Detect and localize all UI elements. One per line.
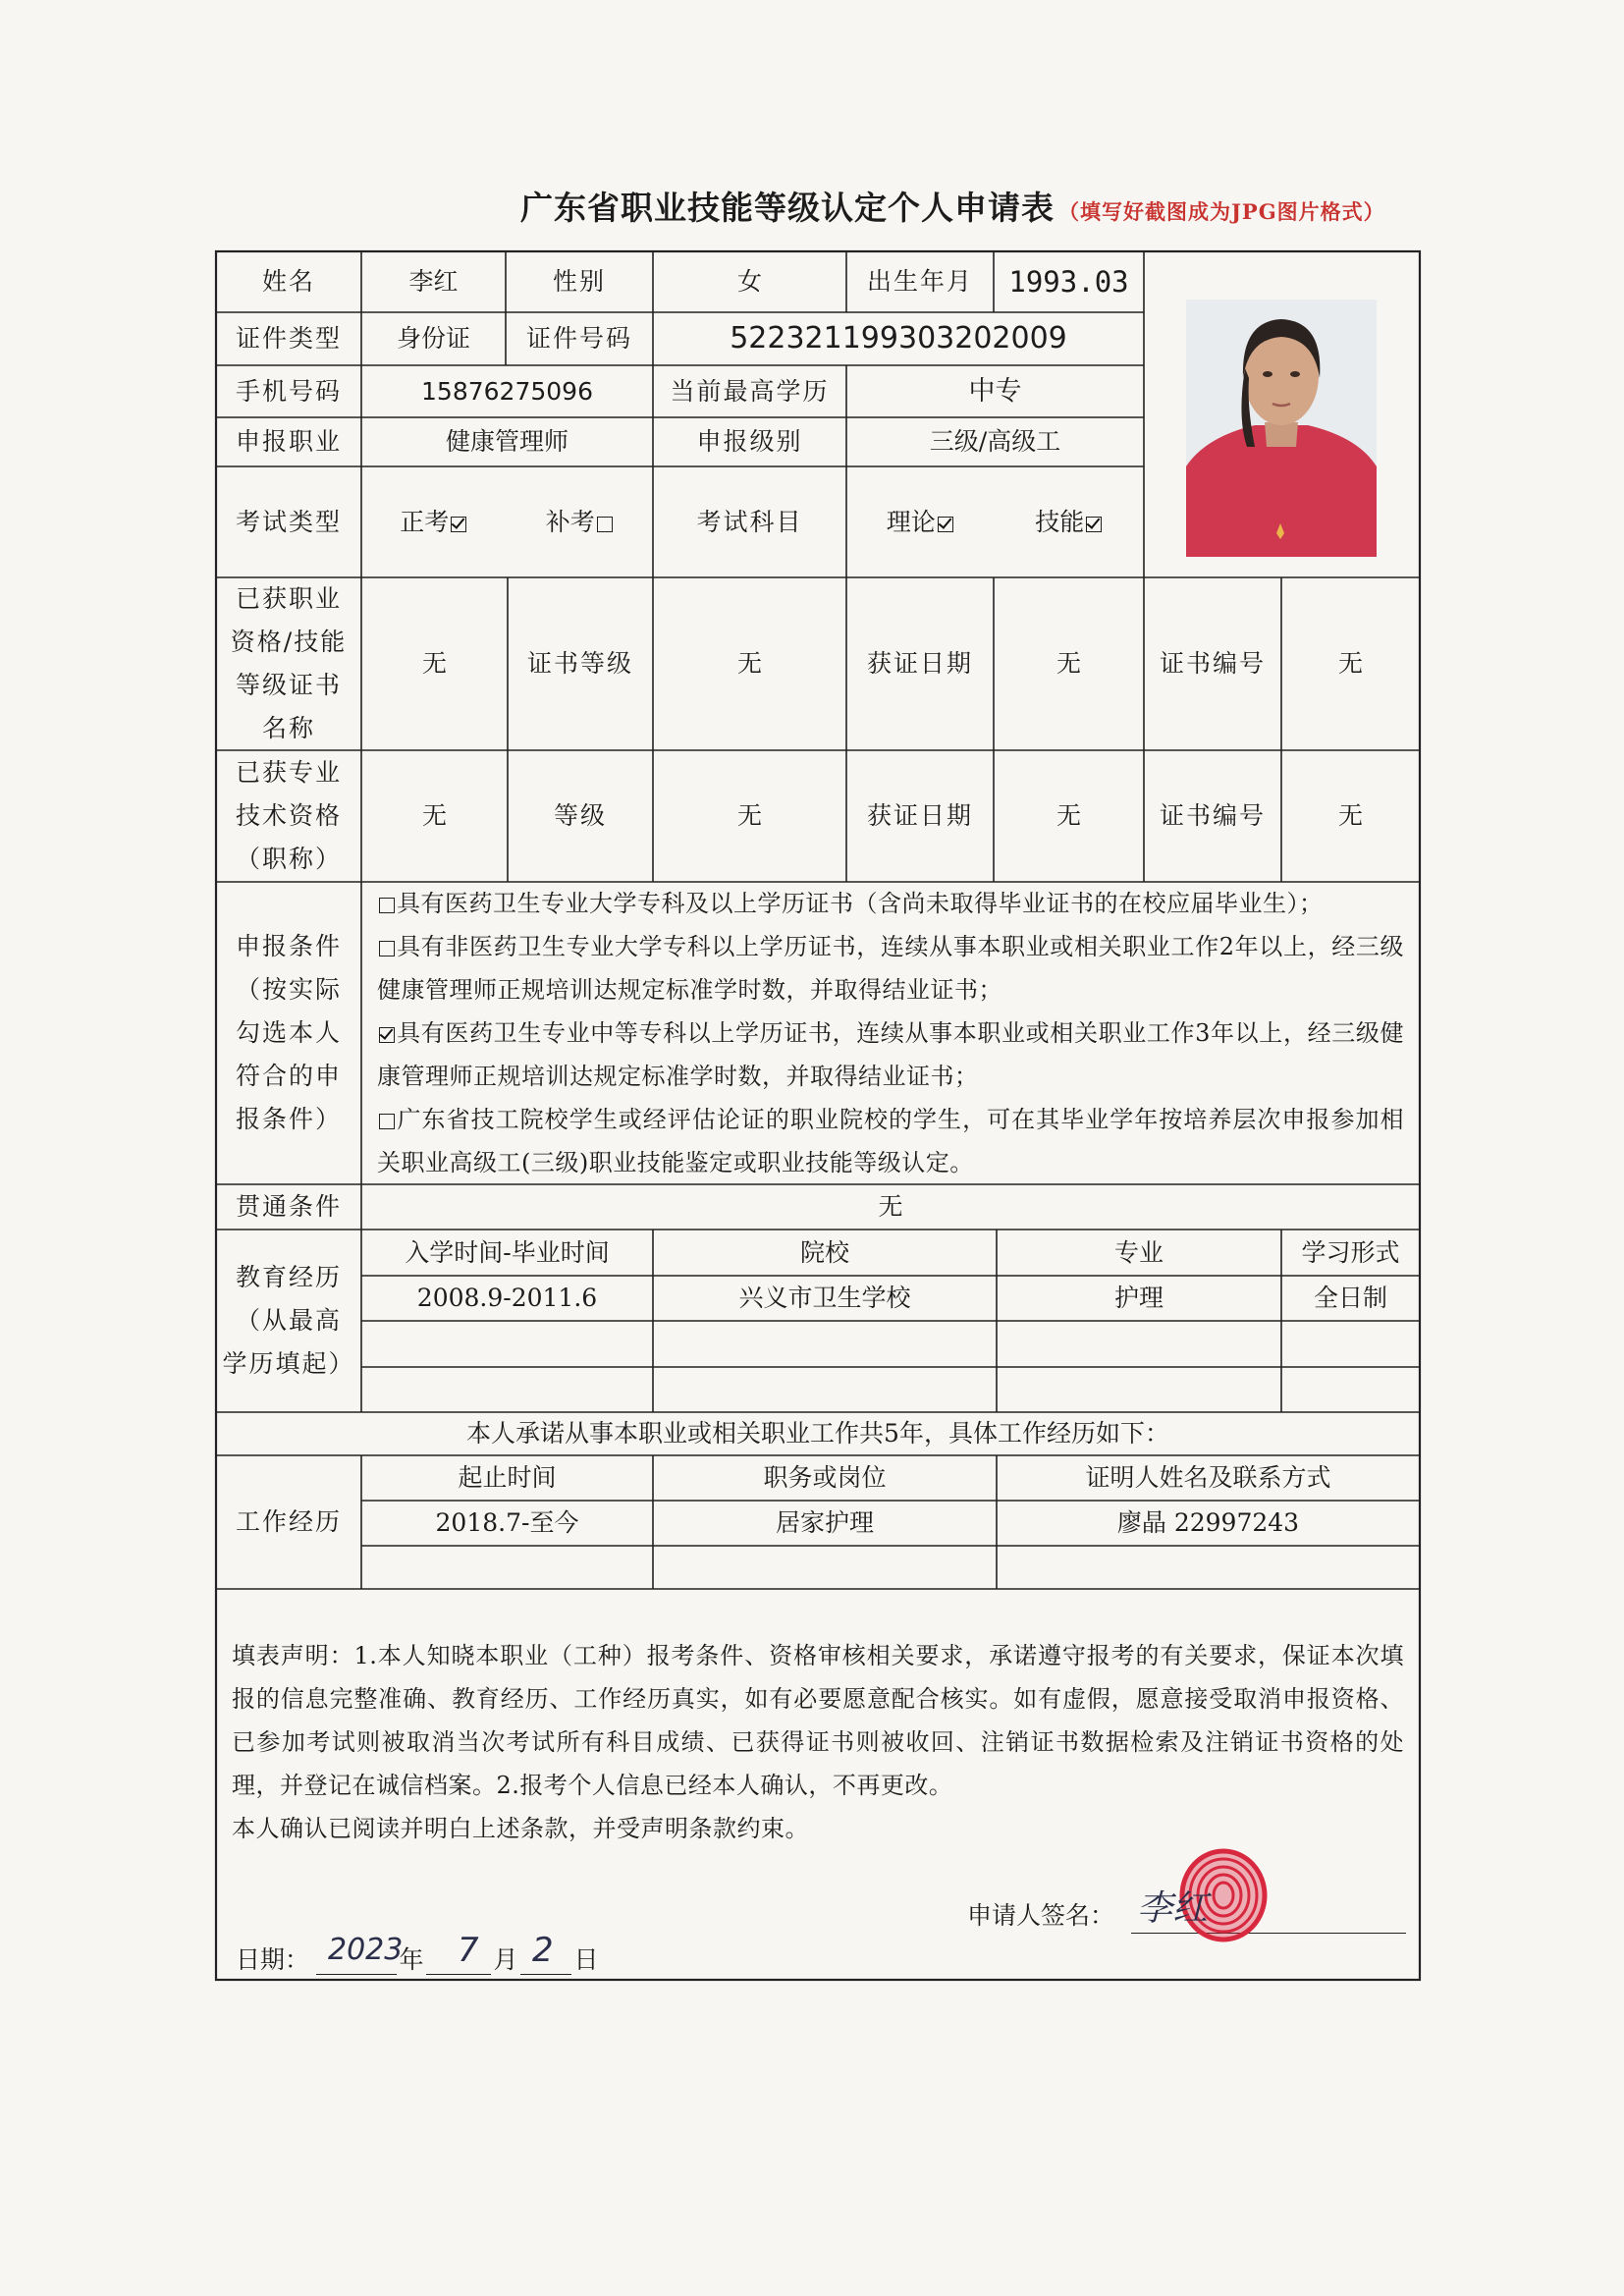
condition-item: 广东省技工院校学生或经评估论证的职业院校的学生，可在其毕业学年按培养层次申报参加相关职业高级工(三级)职业技能鉴定或职业技能等级认定。 (377, 1106, 1404, 1176)
cert-date-label: 获证日期 (866, 649, 973, 679)
condition-checkbox-3[interactable] (379, 1027, 395, 1043)
edu-row-school: 兴义市卫生学校 (738, 1284, 911, 1313)
level-value: 三级/高级工 (929, 427, 1061, 457)
month-unit: 月 (493, 1945, 518, 1975)
declaration (232, 1634, 1404, 1850)
exam-theory-option[interactable]: 理论 (887, 507, 955, 537)
declaration-text: 填表声明：1.本人知晓本职业（工种）报考条件、资格审核相关要求，承诺遵守报考的有关要求，保证本次填报的信息完整准确、教育经历、工作经历真实，如有必要愿意配合核实。如有虚假，愿意接受取消申报资格、已参加考试则被取消当次考试所有科目成绩、已获得证书则被收回、注销证书数据检索及注销证书资格的处理，并登记在诚信档案。2.报考个人信息已经本人确认，不再更改。 (232, 1642, 1404, 1799)
exam-bu-checkbox[interactable] (597, 517, 613, 532)
tech-no-label: 证书编号 (1159, 801, 1266, 831)
work-header-position: 职务或岗位 (763, 1463, 887, 1493)
job-label: 申报职业 (235, 427, 342, 457)
month-line (426, 1974, 491, 1975)
birth-label: 出生年月 (866, 267, 973, 297)
cert-no-label: 证书编号 (1159, 649, 1266, 679)
edu-value: 中专 (968, 375, 1022, 407)
id-type-value: 身份证 (396, 324, 470, 354)
day-line (520, 1974, 571, 1975)
phone-label: 手机号码 (235, 376, 342, 406)
job-value: 健康管理师 (445, 427, 568, 457)
gender-value: 女 (736, 267, 762, 297)
declaration-confirm: 本人确认已阅读并明白上述条款，并受声明条款约束。 (232, 1815, 809, 1842)
work-header-reference: 证明人姓名及联系方式 (1085, 1463, 1331, 1493)
condition-checkbox-2[interactable] (379, 941, 395, 957)
date-label: 日期： (236, 1945, 310, 1975)
cert-date-value: 无 (1056, 649, 1081, 679)
edu-header-mode: 学习形式 (1301, 1237, 1400, 1267)
id-type-label: 证件类型 (235, 324, 342, 354)
exam-bu-option[interactable]: 补考 (546, 507, 615, 537)
cert-name-value: 无 (421, 649, 447, 679)
exam-zheng-option[interactable]: 正考 (400, 507, 468, 537)
id-no-value: 522321199303202009 (730, 321, 1067, 356)
applicant-photo (1186, 300, 1377, 557)
tech-grade-label: 等级 (553, 801, 607, 831)
tech-grade-value: 无 (736, 801, 762, 831)
conditions-label: 申报条件 （按实际 勾选本人 符合的申 报条件） (235, 932, 342, 1133)
work-label: 工作经历 (235, 1507, 342, 1537)
work-header-period: 起止时间 (458, 1463, 557, 1493)
cert-no-value: 无 (1337, 649, 1363, 679)
edu-header-school: 院校 (799, 1237, 849, 1267)
birth-value: 1993.03 (1008, 264, 1129, 299)
cert-label: 已获职业 资格/技能 等级证书 名称 (230, 584, 348, 742)
edu-header-major: 专业 (1113, 1237, 1164, 1267)
edu-row-period: 2008.9-2011.6 (416, 1284, 598, 1313)
condition-item: 具有非医药卫生专业大学专科以上学历证书，连续从事本职业或相关职业工作2年以上，经三级健康管理师正规培训达规定标准学时数，并取得结业证书； (377, 933, 1404, 1004)
work-row-position: 居家护理 (775, 1508, 874, 1538)
portrait-image (1186, 300, 1377, 557)
exam-zheng-checkbox[interactable] (451, 517, 466, 532)
id-no-label: 证件号码 (525, 324, 632, 354)
tech-date-value: 无 (1056, 801, 1081, 831)
through-value: 无 (878, 1192, 903, 1222)
edu-label: 当前最高学历 (670, 376, 830, 406)
name-label: 姓名 (261, 267, 315, 297)
exam-subject-label: 考试科目 (696, 507, 803, 536)
tech-name-value: 无 (421, 801, 447, 831)
edu-header-period: 入学时间-毕业时间 (405, 1237, 610, 1267)
work-row-period: 2018.7-至今 (435, 1508, 579, 1538)
cert-grade-value: 无 (736, 649, 762, 679)
tech-label: 已获专业 技术资格 （职称） (235, 758, 342, 873)
title-note: （填写好截图成为JPG图片格式） (1058, 199, 1385, 224)
date-month: 7 (458, 1931, 479, 1970)
conditions-list (377, 882, 1404, 1184)
day-unit: 日 (573, 1945, 599, 1975)
exam-type-options (361, 466, 653, 577)
education-label: 教育经历 （从最高 学历填起） (222, 1263, 355, 1378)
year-line (316, 1974, 397, 1975)
work-row-reference: 廖晶 22997243 (1116, 1508, 1300, 1538)
cert-grade-label: 证书等级 (526, 649, 633, 679)
year-unit: 年 (399, 1945, 424, 1975)
level-label: 申报级别 (696, 427, 803, 457)
name-value: 李红 (408, 267, 459, 297)
form-title: 广东省职业技能等级认定个人申请表 (520, 189, 1055, 227)
date-year: 2023 (328, 1933, 404, 1967)
exam-type-label: 考试类型 (235, 507, 342, 536)
tech-date-label: 获证日期 (866, 801, 973, 831)
gender-label: 性别 (552, 267, 606, 297)
edu-row-mode: 全日制 (1313, 1284, 1387, 1313)
exam-subject-options (846, 466, 1144, 577)
condition-item: 具有医药卫生专业大学专科及以上学历证书（含尚未取得毕业证书的在校应届毕业生）； (377, 882, 1404, 925)
condition-checkbox-1[interactable] (379, 898, 395, 913)
exam-skill-checkbox[interactable] (1086, 517, 1102, 532)
through-label: 贯通条件 (235, 1192, 342, 1222)
date-day: 2 (532, 1931, 554, 1970)
edu-row-major: 护理 (1113, 1284, 1164, 1313)
tech-no-value: 无 (1337, 801, 1363, 831)
exam-theory-checkbox[interactable] (938, 517, 953, 532)
work-promise: 本人承诺从事本职业或相关职业工作共5年，具体工作经历如下： (466, 1419, 1169, 1449)
condition-checkbox-4[interactable] (379, 1114, 395, 1129)
phone-value: 15876275096 (421, 376, 593, 406)
sign-label: 申请人签名： (967, 1901, 1115, 1931)
page-title (520, 183, 1502, 229)
exam-skill-option[interactable]: 技能 (1035, 507, 1104, 537)
signature-handwriting: 李红 (1137, 1888, 1209, 1929)
condition-item: 具有医药卫生专业中等专科以上学历证书，连续从事本职业或相关职业工作3年以上，经三级健康管理师正规培训达规定标准学时数，并取得结业证书； (377, 1019, 1404, 1090)
